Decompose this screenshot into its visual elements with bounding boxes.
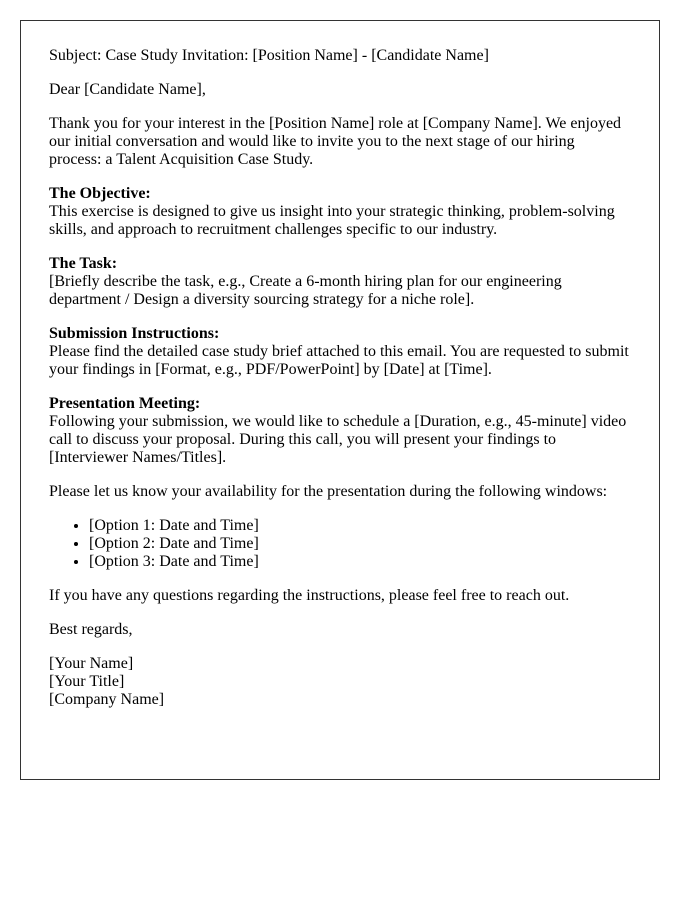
section-body: Please find the detailed case study brief attached to this email. You are requested to submit your findings in [Format, e.g., PDF/PowerPoint] by [Date] at [Time].: [49, 343, 629, 378]
section-body: [Briefly describe the task, e.g., Create a 6-month hiring plan for our engineering department / Design a diversity sourcing strategy for a niche role].: [49, 273, 562, 308]
intro-paragraph: Thank you for your interest in the [Position Name] role at [Company Name]. We enjoyed our initial conversation and would like to invite you to the next stage of our hiring process: a Talent Acquisition Case Study.: [49, 115, 622, 168]
section-body: This exercise is designed to give us insight into your strategic thinking, problem-solving skills, and approach to recruitment challenges specific to our industry.: [49, 203, 615, 238]
questions-note: If you have any questions regarding the instructions, please feel free to reach out.: [49, 587, 570, 604]
section-objective: [49, 185, 631, 239]
section-submission: [49, 325, 631, 379]
section-title: The Objective:: [49, 185, 151, 202]
closing: Best regards,: [49, 621, 133, 638]
list-item: • [Option 1: Date and Time]: [89, 517, 631, 535]
signature-block: [49, 655, 631, 709]
section-title: Presentation Meeting:: [49, 395, 201, 412]
section-presentation: [49, 395, 631, 467]
section-title: Submission Instructions:: [49, 325, 220, 342]
letter-document: [20, 20, 660, 780]
section-task: [49, 255, 631, 309]
signature-title: [Your Title]: [49, 673, 125, 690]
signature-company: [Company Name]: [49, 691, 165, 708]
availability-options-list: [49, 517, 631, 571]
list-item: • [Option 2: Date and Time]: [89, 535, 631, 553]
section-body: Following your submission, we would like to schedule a [Duration, e.g., 45-minute] video call to discuss your proposal. During this call, you will present your findings to [Interviewer Names/Titles].: [49, 413, 627, 466]
section-title: The Task:: [49, 255, 118, 272]
list-item: • [Option 3: Date and Time]: [89, 553, 631, 571]
signature-name: [Your Name]: [49, 655, 134, 672]
availability-prompt: Please let us know your availability for the presentation during the following windows:: [49, 483, 608, 500]
subject-line: Subject: Case Study Invitation: [Position Name] - [Candidate Name]: [49, 47, 489, 64]
greeting: Dear [Candidate Name],: [49, 81, 206, 98]
